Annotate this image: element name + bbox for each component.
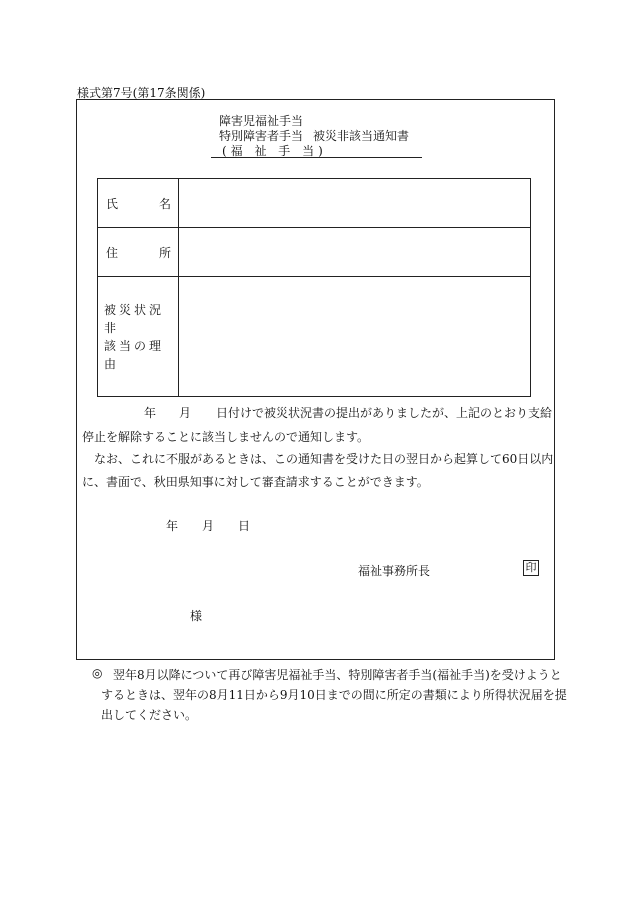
- title-suffix: 被災非該当通知書: [313, 129, 410, 143]
- title-line-1: 障害児福祉手当: [219, 114, 304, 128]
- info-table: [97, 178, 531, 397]
- table-row-reason: [98, 277, 531, 397]
- objection-text-line-2: に、書面で、秋田県知事に対して審査請求することができます。: [82, 475, 429, 489]
- office-title: 福祉事務所長: [358, 564, 431, 578]
- name-label-char-2: 名: [158, 196, 171, 211]
- name-label-char-1: 氏: [106, 196, 119, 211]
- address-label-char-2: 所: [158, 245, 171, 260]
- note-text-line-1: 翌年8月以降について再び障害児福祉手当、特別障害者手当(福祉手当)を受けようと: [113, 668, 562, 682]
- reason-label-cell: [98, 277, 179, 397]
- name-value-cell[interactable]: [179, 179, 531, 228]
- title-underline: [211, 157, 422, 158]
- reason-value-cell[interactable]: [179, 277, 531, 397]
- address-value-cell[interactable]: [179, 228, 531, 277]
- note-text-line-3: 出してください。: [101, 708, 198, 722]
- seal-stamp: 印: [523, 560, 539, 576]
- note-mark-icon: ◎: [92, 666, 103, 680]
- notice-text-line-2: 停止を解除することに該当しませんので通知します。: [82, 430, 370, 444]
- objection-text-line-1: なお、これに不服があるときは、この通知書を受けた日の翌日から起算して60日以内: [94, 452, 554, 466]
- reason-label-line-2: 該当の理由: [104, 338, 165, 371]
- table-row-address: [98, 228, 531, 277]
- issue-date: [166, 517, 250, 534]
- reason-label-line-1: 被災状況非: [104, 302, 165, 335]
- form-number: 様式第7号(第17条関係): [77, 86, 206, 100]
- issue-month-label: 月: [202, 519, 215, 533]
- notice-month-label: 月: [179, 406, 192, 420]
- table-row-name: [98, 179, 531, 228]
- address-label-cell: [98, 228, 179, 277]
- title-line-2: 特別障害者手当: [219, 129, 304, 143]
- addressee-suffix: 様: [190, 609, 203, 623]
- notice-year-label: 年: [144, 406, 157, 420]
- issue-day-label: 日: [238, 519, 251, 533]
- notice-text-line-1: 日付けで被災状況書の提出がありましたが、上記のとおり支給: [216, 406, 553, 420]
- name-label-cell: [98, 179, 179, 228]
- issue-year-label: 年: [166, 519, 179, 533]
- title-line-3: (福 祉 手 当): [222, 144, 327, 158]
- address-label-char-1: 住: [106, 245, 119, 260]
- notice-date: [144, 404, 191, 421]
- note-text-line-2: するときは、翌年の8月11日から9月10日までの間に所定の書類により所得状況届を提: [101, 688, 567, 702]
